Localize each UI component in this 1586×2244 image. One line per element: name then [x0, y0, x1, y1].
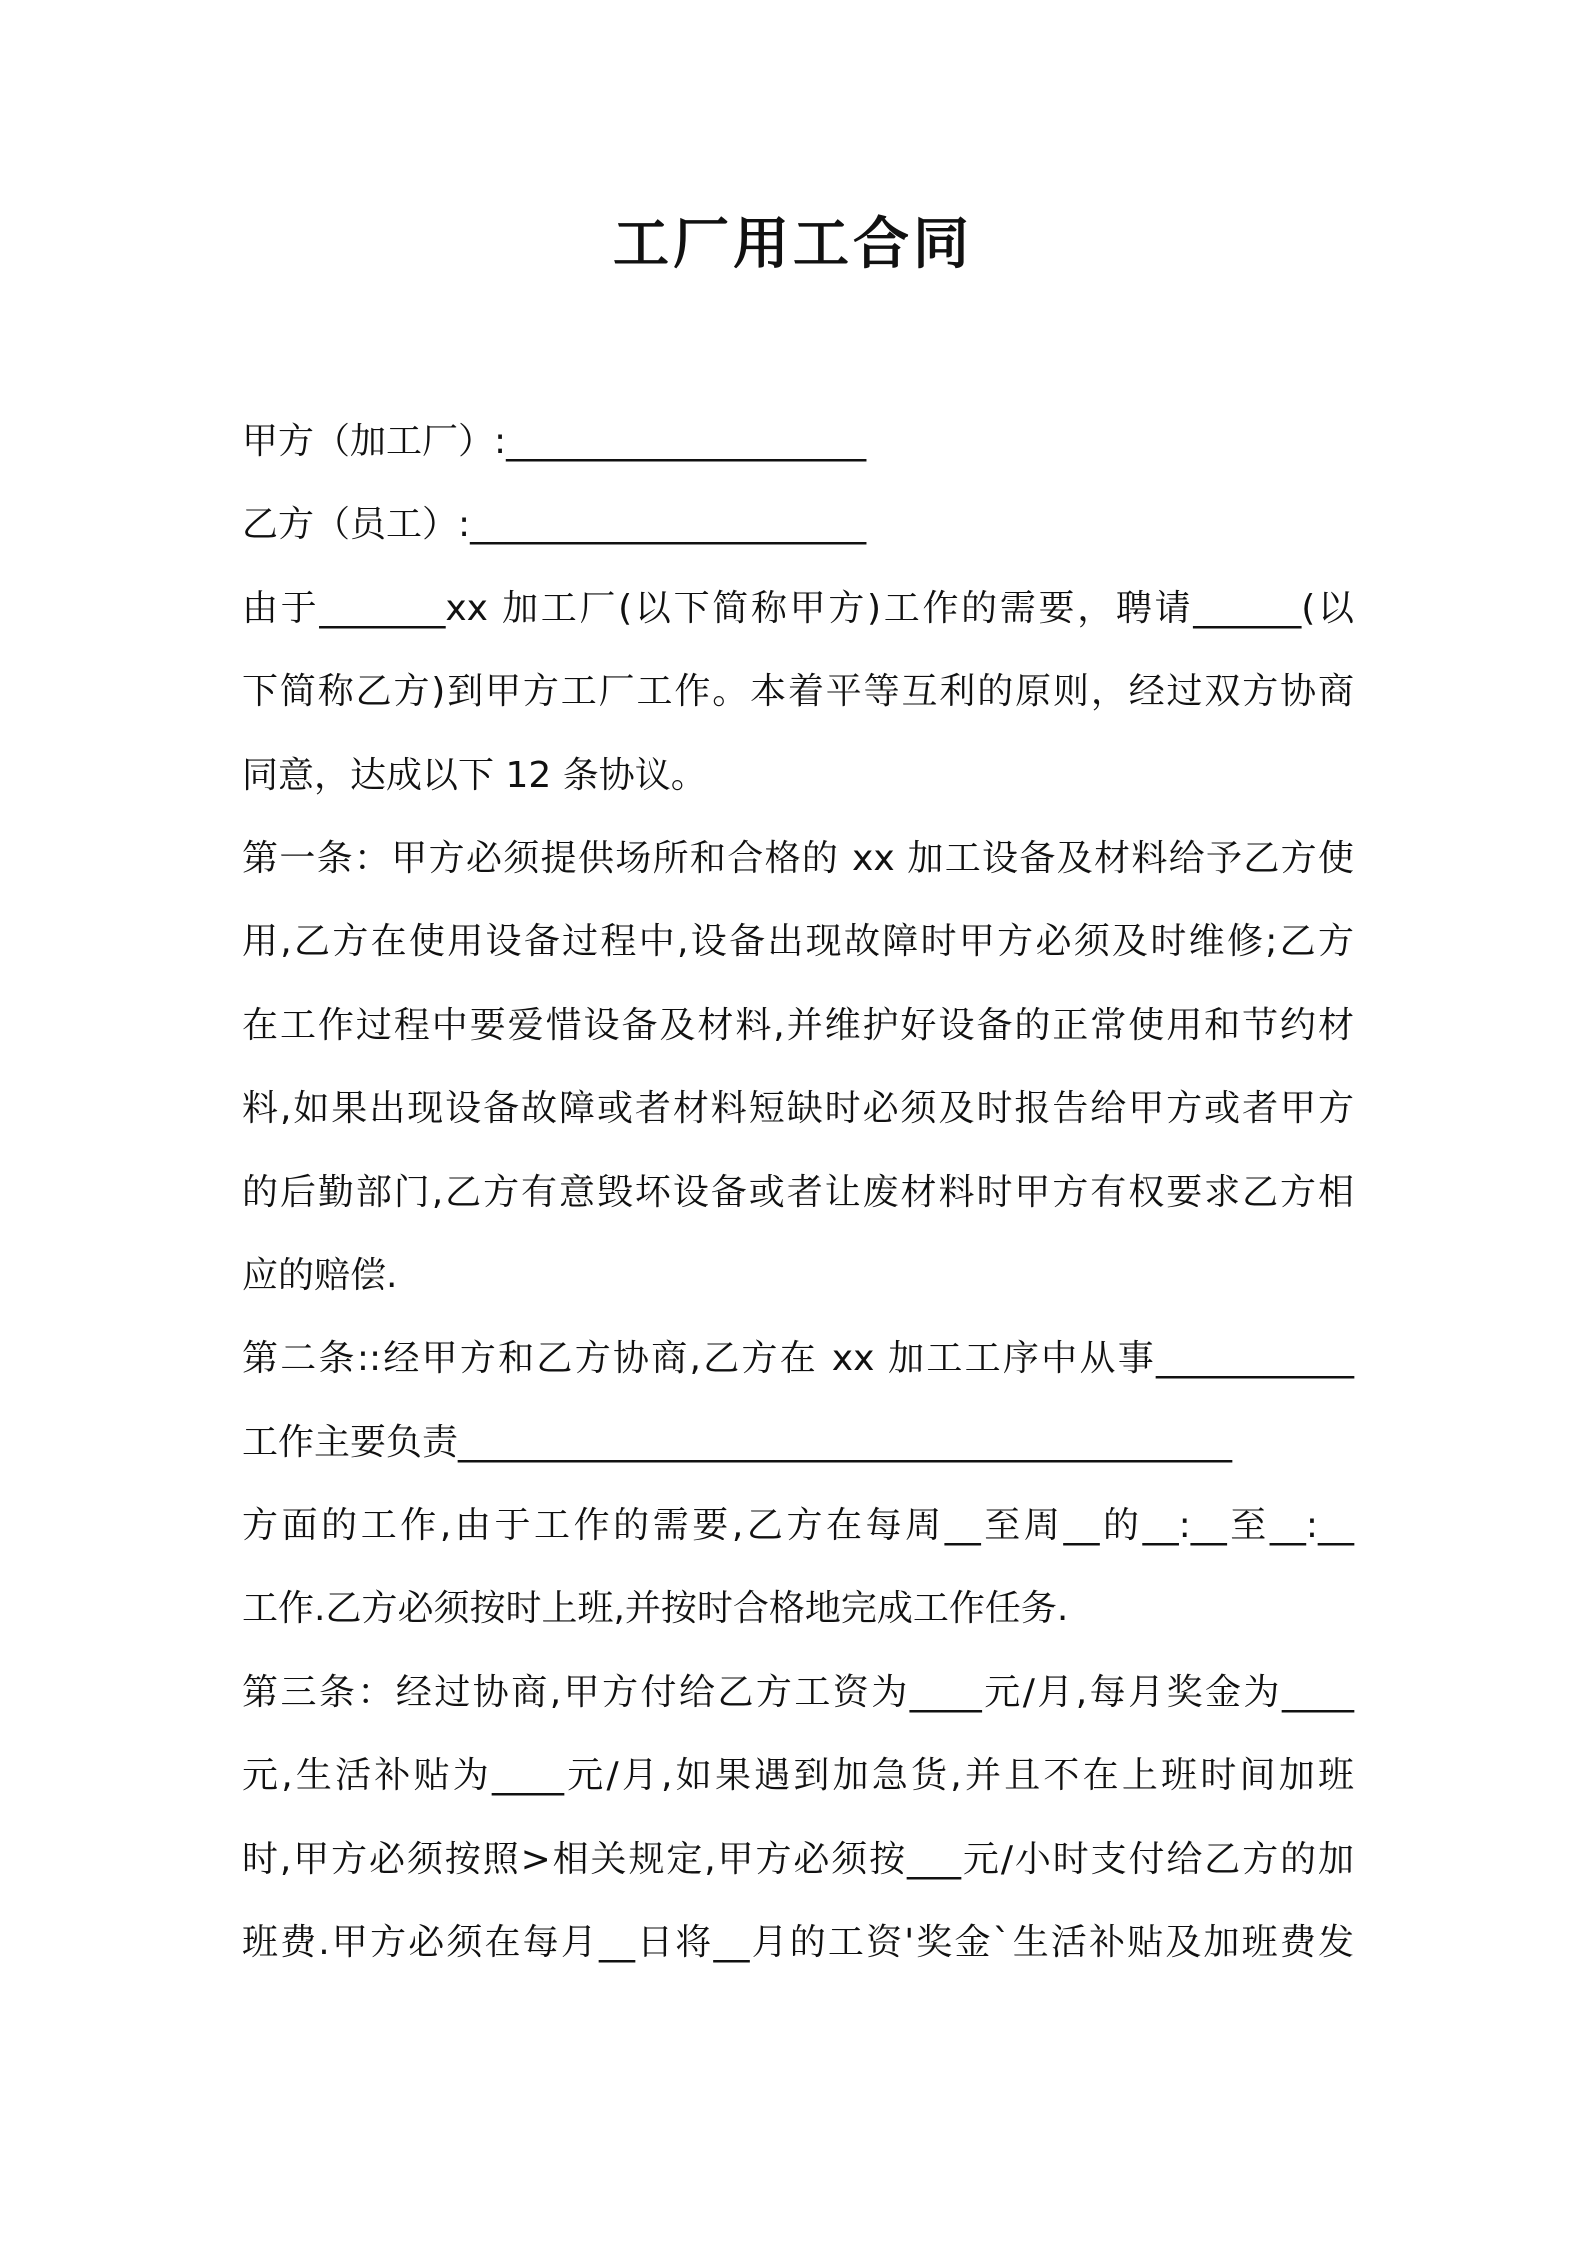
contract-line: 在工作过程中要爱惜设备及材料,并维护好设备的正常使用和节约材 — [242, 1004, 1354, 1046]
contract-line: 由于_______xx 加工厂(以下简称甲方)工作的需要，聘请______(以 — [242, 587, 1354, 629]
contract-line: 元,生活补贴为____元/月,如果遇到加急货,并且不在上班时间加班 — [242, 1755, 1354, 1797]
contract-line: 甲方（加工厂）:____________________ — [242, 421, 867, 462]
contract-line: 第二条::经甲方和乙方协商,乙方在 xx 加工工序中从事___________ — [242, 1338, 1354, 1380]
document-title: 工厂用工合同 — [613, 212, 973, 277]
contract-line: 应的赔偿. — [242, 1254, 398, 1296]
contract-line: 用,乙方在使用设备过程中,设备出现故障时甲方必须及时维修;乙方 — [242, 921, 1354, 963]
contract-line: 工作.乙方必须按时上班,并按时合格地完成工作任务. — [242, 1588, 1069, 1630]
contract-line: 工作主要负责___________________________________________ — [242, 1421, 1233, 1463]
contract-line: 班费.甲方必须在每月__日将__月的工资'奖金`生活补贴及加班费发 — [242, 1922, 1354, 1964]
contract-line: 料,如果出现设备故障或者材料短缺时必须及时报告给甲方或者甲方 — [242, 1088, 1354, 1130]
contract-line: 同意，达成以下 12 条协议。 — [242, 754, 707, 796]
contract-line: 时,甲方必须按照>相关规定,甲方必须按___元/小时支付给乙方的加 — [242, 1838, 1354, 1880]
contract-line: 方面的工作,由于工作的需要,乙方在每周__至周__的__:__至__:__ — [242, 1505, 1354, 1547]
contract-line: 第三条：经过协商,甲方付给乙方工资为____元/月,每月奖金为____ — [242, 1671, 1354, 1713]
contract-line: 第一条：甲方必须提供场所和合格的 xx 加工设备及材料给予乙方使 — [242, 837, 1354, 879]
contract-line: 下简称乙方)到甲方工厂工作。本着平等互利的原则，经过双方协商 — [242, 671, 1354, 713]
contract-line: 的后勤部门,乙方有意毁坏设备或者让废材料时甲方有权要求乙方相 — [242, 1171, 1354, 1213]
contract-body — [242, 400, 1354, 1984]
contract-line: 乙方（员工）:______________________ — [242, 504, 867, 546]
